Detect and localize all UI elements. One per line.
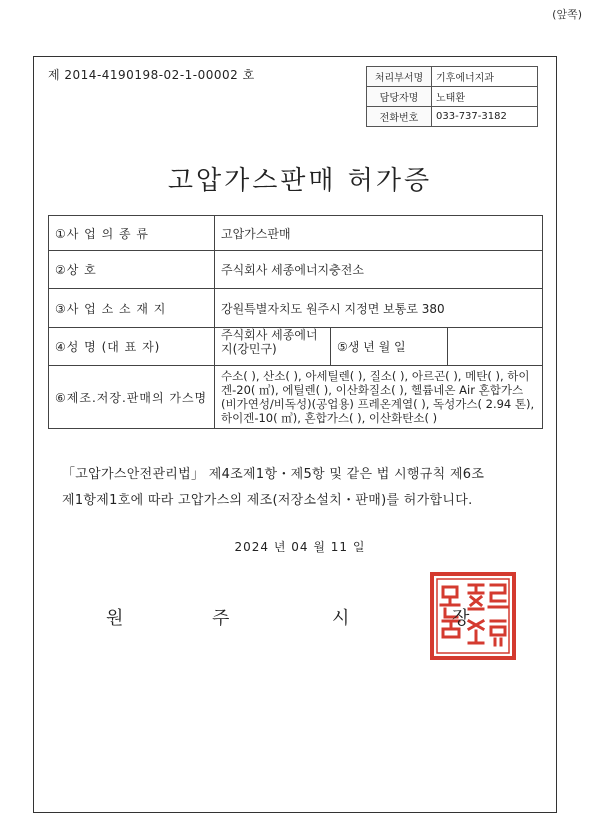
- permit-statement: [62, 462, 542, 514]
- issuer-char: 장: [452, 608, 470, 629]
- issuer-char: 원: [106, 608, 124, 629]
- location-value: 강원특별자치도 원주시 지정면 보통로 380: [215, 289, 543, 328]
- business-type-label: ①사 업 의 종 류: [49, 216, 215, 251]
- representative-row: [49, 328, 543, 366]
- location-label: ③사 업 소 소 재 지: [49, 289, 215, 328]
- statement-line: 「고압가스안전관리법」 제4조제1항・제5항 및 같은 법 시행규칙 제6조: [62, 467, 485, 482]
- issue-date: 2024 년 04 월 11 일: [234, 540, 366, 554]
- processing-row: [367, 107, 538, 127]
- permit-details-table: [48, 215, 543, 429]
- birth-date-value: [448, 328, 542, 365]
- gas-name-row: [49, 366, 543, 429]
- processing-value: 노태환: [432, 87, 538, 107]
- issuer-char: 주: [212, 608, 230, 629]
- processing-label: 처리부서명: [367, 67, 432, 87]
- representative-value: 주식회사 세종에너지(강민구): [221, 328, 331, 365]
- page-side-note: (앞쪽): [552, 8, 582, 21]
- certificate-number: 제 2014-4190198-02-1-00002 호: [48, 68, 255, 82]
- gas-name-value: 수소( ), 산소( ), 아세틸렌( ), 질소( ), 아르곤( ), 메탄( ), 하이겐-20( ㎥), 에틸렌( ), 이산화질소( ), 헬륨네온 Air 혼합가스(비가연성/비독성)(공업용) 프레온계열( ), 독성가스( 2.94 톤), 하이겐-10( ㎥), 혼합가스( ), 이산화탄소( ): [215, 366, 543, 429]
- business-type-row: [49, 216, 543, 251]
- business-type-value: 고압가스판매: [215, 216, 543, 251]
- representative-label: ④성 명 (대 표 자): [49, 328, 215, 366]
- official-seal-icon: [429, 571, 517, 661]
- gas-name-label: ⑥제조.저장.판매의 가스명: [49, 366, 215, 429]
- document-title: 고압가스판매 허가증: [167, 166, 433, 196]
- processing-row: [367, 67, 538, 87]
- statement-line: 제1항제1호에 따라 고압가스의 제조(저장소설치・판매)를 허가합니다.: [62, 493, 473, 508]
- processing-label: 전화번호: [367, 107, 432, 127]
- processing-value: 033-737-3182: [432, 107, 538, 127]
- birth-date-label: ⑤생 년 월 일: [331, 328, 448, 365]
- issuer-char: 시: [332, 608, 350, 629]
- representative-cell: [215, 328, 543, 366]
- processing-value: 기후에너지과: [432, 67, 538, 87]
- processing-info-table: [366, 66, 538, 127]
- trade-name-label: ②상 호: [49, 251, 215, 289]
- trade-name-row: [49, 251, 543, 289]
- representative-split: [221, 328, 542, 365]
- processing-label: 담당자명: [367, 87, 432, 107]
- location-row: [49, 289, 543, 328]
- trade-name-value: 주식회사 세종에너지충전소: [215, 251, 543, 289]
- processing-row: [367, 87, 538, 107]
